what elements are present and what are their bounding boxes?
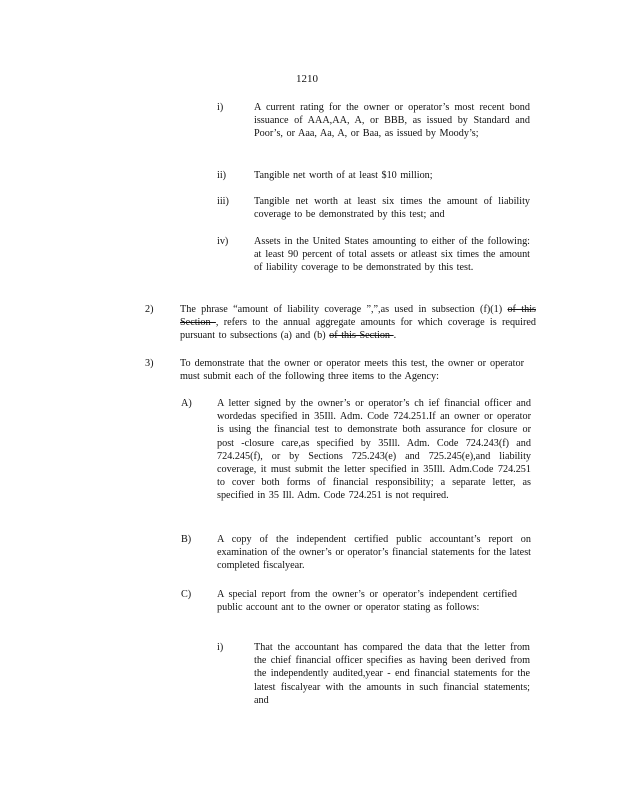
list-item-text: Tangible net worth of at least $10 million; (254, 170, 433, 181)
list-item-label: iii) (217, 196, 229, 207)
list-item-label: i) (217, 102, 224, 113)
list-item-label: 3) (145, 358, 154, 369)
list-item-text: A copy of the independent certified public accountant’s report on examination of the owner’s or operator’s financial statements for the latest completed fiscalyear. (217, 534, 531, 572)
list-item-text: Tangible net worth at least six times the amount of liability coverage to be demonstrated by this test; and (254, 196, 530, 221)
deleted-text: of this Section (180, 304, 536, 329)
text-segment: , refers to the annual aggregate amounts for which coverage is required pursuant to subsections (a) and (b) (180, 317, 536, 342)
deleted-text: of this Section (329, 330, 394, 342)
list-item-text: That the accountant has compared the data that the letter from the chief financial officer specifies as having been derived from the independently audited,year - end financial statements for the latest fiscalyear with the amounts in such financial statements; and (254, 642, 530, 706)
list-item-label: B) (181, 534, 192, 545)
text-segment: The phrase “amount of liability coverage ”,”,as used in subsection (f)(1) (180, 304, 508, 315)
list-item-label: A) (181, 398, 192, 409)
paragraph-item-2 (180, 303, 536, 343)
list-item-label: iv) (217, 236, 229, 247)
list-item-text: A letter signed by the owner’s or operator’s ch ief financial officer and wordedas specified in 35Ill. Adm. Code 724.251.If an owner or operator is using the financial test to demonstrate both assurance for closure or post -closure care,as specified by 35Ill. Adm. Code 724.243(f) and 724.245(f), or by Sections 725.243(e) and 725.245(e),and liability coverage, it must submit the letter specified in 35Ill. Adm.Code 724.251 to cover both forms of financial responsibility; a separate letter, as specified in 35 Ill. Adm. Code 724.251 is not required. (217, 398, 531, 502)
list-item-label: 2) (145, 304, 154, 315)
paragraph-item-3: To demonstrate that the owner or operator meets this test, the owner or operator must submit each of the following three items to the Agency: (180, 358, 524, 383)
list-item-label: C) (181, 589, 192, 600)
list-item-text: A special report from the owner’s or operator’s independent certified public account ant to the owner or operator stating as follows: (217, 589, 517, 614)
list-item-label: ii) (217, 170, 227, 181)
list-item-text: Assets in the United States amounting to either of the following: at least 90 percent of total assets or atleast six times the amount of liability coverage to be demonstrated by this test. (254, 236, 530, 274)
text-segment: . (393, 330, 397, 342)
list-item-label: i) (217, 642, 224, 653)
page-number: 1210 (296, 73, 318, 85)
list-item-text: A current rating for the owner or operator’s most recent bond issuance of AAA,AA, A, or BBB, as issued by Standard and Poor’s, or Aaa, Aa, A, or Baa, as issued by Moody’s; (254, 102, 530, 140)
